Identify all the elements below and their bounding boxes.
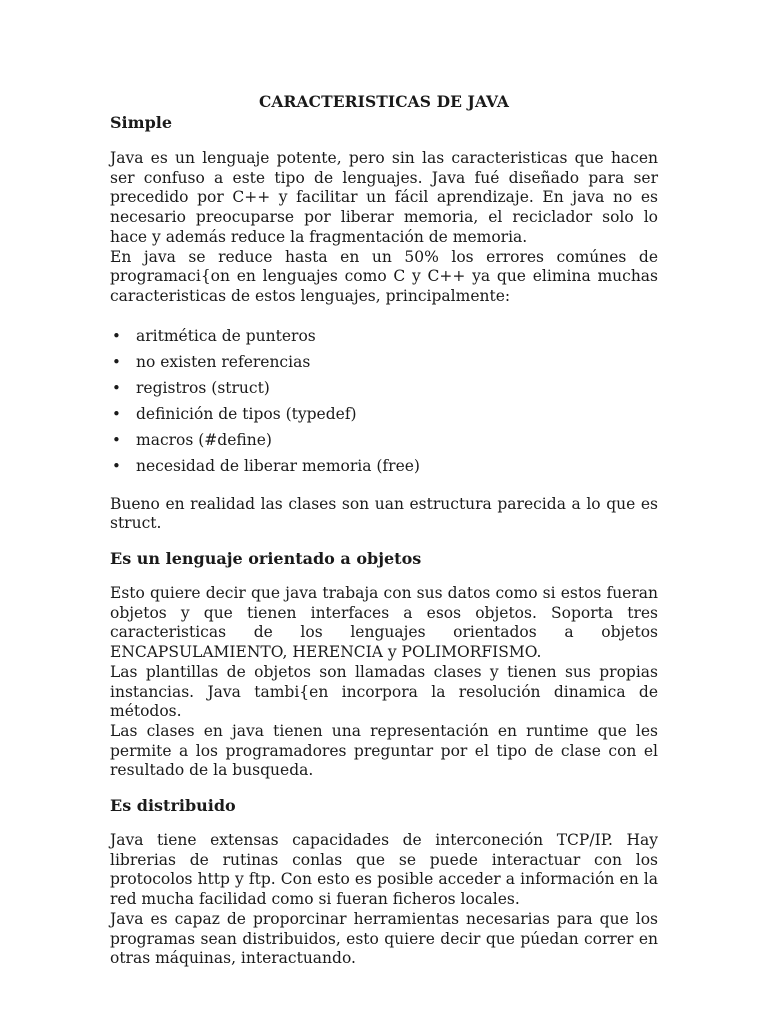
section-heading-oop: Es un lenguaje orientado a objetos [110,549,422,569]
paragraph: Java tiene extensas capacidades de interconeción TCP/IP. Hay librerias de rutinas conlas que se puede interactuar con los protocolos http y ftp. Con esto es posible acceder a información en la red mucha facilidad como si fueran ficheros locales. [110,831,658,909]
list-item-text: aritmética de punteros [136,326,316,345]
paragraph: Esto quiere decir que java trabaja con sus datos como si estos fueran objetos y que tienen interfaces a esos objetos. Soporta tres caracteristicas de los lenguajes orientados a objetos ENCAPSULAMIENTO, HERENCIA y POLIMORFISMO. [110,584,658,662]
list-item [110,401,658,427]
bullet-icon: • [112,378,121,397]
list-item [110,349,658,375]
list-item-text: registros (struct) [136,378,270,397]
list-item [110,453,658,479]
list-item [110,375,658,401]
list-item-text: definición de tipos (typedef) [136,404,357,423]
bullet-icon: • [112,456,121,475]
list-item [110,323,658,349]
bullet-icon: • [112,430,121,449]
bullet-icon: • [112,326,121,345]
section-heading-simple: Simple [110,113,173,132]
paragraph: En java se reduce hasta en un 50% los errores comúnes de programaci{on en lenguajes como C y C++ ya que elimina muchas caracteristicas de estos lenguajes, principalmente: [110,247,658,305]
bullet-list [110,323,658,479]
paragraph: Las clases en java tienen una representación en runtime que les permite a los programadores preguntar por el tipo de clase con el resultado de la busqueda. [110,721,658,780]
list-item-text: macros (#define) [136,430,272,449]
list-item-text: no existen referencias [136,352,311,371]
bullet-icon: • [112,352,121,371]
section-heading-distributed: Es distribuido [110,796,236,816]
paragraph: Java es capaz de proporcinar herramientas necesarias para que los programas sean distribuidos, esto quiere decir que púedan correr en otras máquinas, interactuando. [110,909,658,968]
document-title: CARACTERISTICAS DE JAVA [258,92,510,111]
list-item [110,427,658,453]
bullet-icon: • [112,404,121,423]
list-item-text: necesidad de liberar memoria (free) [136,456,420,475]
paragraph: Bueno en realidad las clases son uan estructura parecida a lo que es struct. [110,494,658,533]
document-page [110,92,658,969]
paragraph: Las plantillas de objetos son llamadas clases y tienen sus propias instancias. Java tambi{en incorpora la resolución dinamica de métodos. [110,662,658,721]
paragraph: Java es un lenguaje potente, pero sin las caracteristicas que hacen ser confuso a este tipo de lenguajes. Java fué diseñado para ser precedido por C++ y facilitar un fácil aprendizaje. En java no es necesario preocuparse por liberar memoria, el reciclador solo lo hace y además reduce la fragmentación de memoria. [110,149,658,246]
